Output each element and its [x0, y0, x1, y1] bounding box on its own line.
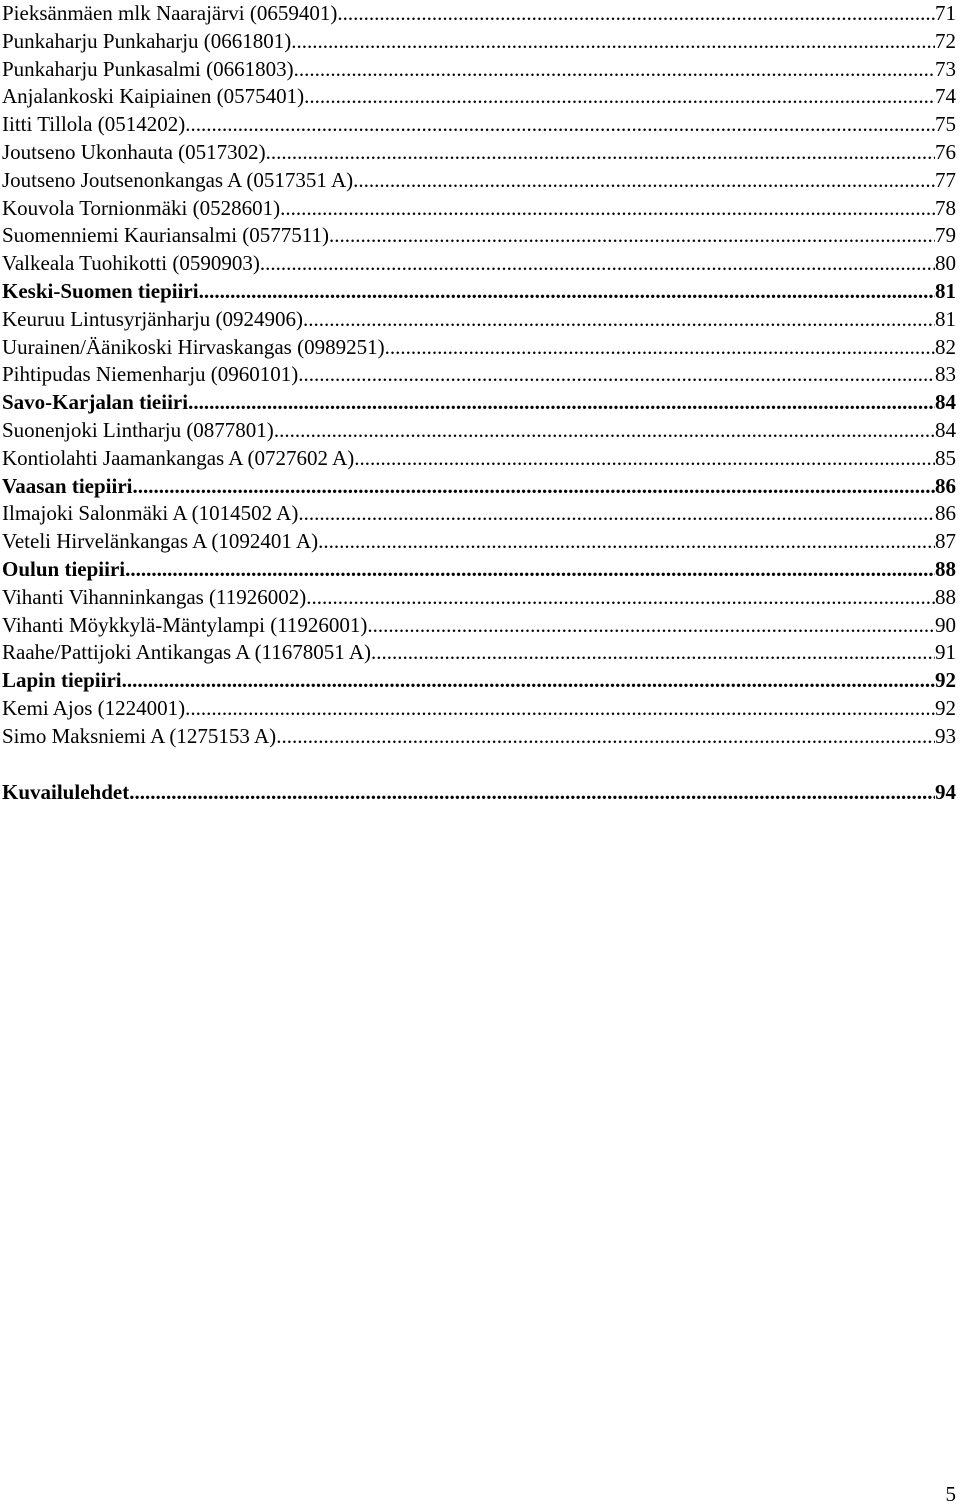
toc-entry-label: Joutseno Ukonhauta (0517302) [2, 139, 266, 164]
toc-entry [2, 306, 956, 334]
toc-entry-page: 76 [935, 139, 956, 164]
toc-entry-label: Keuruu Lintusyrjänharju (0924906) [2, 306, 303, 331]
toc-entry-label: Vihanti Möykkylä-Mäntylampi (11926001) [2, 612, 368, 637]
toc-entry-page: 75 [935, 112, 956, 137]
dot-leader [385, 334, 935, 362]
toc-entry-page: 83 [935, 362, 956, 387]
dot-leader [129, 779, 935, 807]
toc-entry-label: Kontiolahti Jaamankangas A (0727602 A) [2, 445, 355, 470]
dot-leader [199, 278, 935, 306]
toc-entry-label: Vaasan tiepiiri [2, 473, 133, 498]
dot-leader [125, 556, 935, 584]
dot-leader [260, 250, 935, 278]
toc-entry [2, 167, 956, 195]
toc-entry-page: 93 [935, 723, 956, 748]
toc-section-heading [2, 389, 956, 417]
toc-entry [2, 639, 956, 667]
toc-entry-label: Kouvola Tornionmäki (0528601) [2, 195, 281, 220]
toc-entry [2, 83, 956, 111]
toc-entry [2, 111, 956, 139]
toc-entry [2, 139, 956, 167]
toc-entry [2, 222, 956, 250]
toc-entry-page: 88 [935, 584, 956, 609]
toc-entry [2, 195, 956, 223]
toc-entry-page: 92 [935, 695, 956, 720]
toc-section-heading [2, 667, 956, 695]
toc-entry [2, 584, 956, 612]
toc-entry-label: Uurainen/Äänikoski Hirvaskangas (0989251) [2, 334, 385, 359]
toc-entry-page: 94 [935, 779, 956, 804]
toc-entry-page: 86 [935, 473, 956, 498]
dot-leader [266, 139, 935, 167]
toc-entry-label: Savo-Karjalan tieiiri [2, 390, 189, 415]
toc-entry-label: Suonenjoki Lintharju (0877801) [2, 417, 274, 442]
toc-entry [2, 445, 956, 473]
toc-entry [2, 250, 956, 278]
toc-entry-label: Simo Maksniemi A (1275153 A) [2, 723, 277, 748]
toc-entry-label: Punkaharju Punkaharju (0661801) [2, 28, 292, 53]
toc-section-heading [2, 556, 956, 584]
toc-entry [2, 500, 956, 528]
dot-leader [188, 389, 935, 417]
toc-entry-label: Kemi Ajos (1224001) [2, 695, 186, 720]
toc-section-heading [2, 278, 956, 306]
toc-entry-label: Valkeala Tuohikotti (0590903) [2, 251, 260, 276]
toc-entry [2, 723, 956, 751]
toc-entry-label: Anjalankoski Kaipiainen (0575401) [2, 84, 305, 109]
toc-entry-page: 74 [935, 84, 956, 109]
dot-leader [306, 584, 935, 612]
toc-entry [2, 0, 956, 28]
toc-entry-page: 78 [935, 195, 956, 220]
toc-entry-label: Oulun tiepiiri [2, 556, 126, 581]
toc-entry-label: Keski-Suomen tiepiiri [2, 278, 199, 303]
dot-leader [276, 723, 935, 751]
toc-entry-page: 91 [935, 640, 956, 665]
dot-leader [274, 417, 935, 445]
toc-entry-page: 88 [935, 556, 956, 581]
dot-leader [371, 639, 935, 667]
toc-entry-page: 81 [935, 306, 956, 331]
toc-entry-label: Pieksänmäen mlk Naarajärvi (0659401) [2, 1, 338, 25]
toc-entry-label: Joutseno Joutsenonkangas A (0517351 A) [2, 167, 354, 192]
toc-entry-page: 87 [935, 529, 956, 554]
toc-entry [2, 417, 956, 445]
toc-entry-page: 73 [935, 56, 956, 81]
toc-entry-label: Suomenniemi Kauriansalmi (0577511) [2, 223, 329, 248]
dot-leader [303, 306, 935, 334]
toc-entry-label: Pihtipudas Niemenharju (0960101) [2, 362, 299, 387]
dot-leader [133, 473, 936, 501]
dot-leader [318, 528, 935, 556]
toc-entry-page: 84 [935, 417, 956, 442]
toc-entry [2, 28, 956, 56]
toc-entry-label: Lapin tiepiiri [2, 668, 122, 693]
toc-entry [2, 56, 956, 84]
dot-leader [122, 667, 935, 695]
toc-entry-page: 80 [935, 251, 956, 276]
toc-entry [2, 695, 956, 723]
toc-entry-label: Vihanti Vihanninkangas (11926002) [2, 584, 307, 609]
dot-leader [291, 28, 935, 56]
dot-leader [298, 361, 935, 389]
toc-entry-page: 86 [935, 501, 956, 526]
toc-entry-label: Ilmajoki Salonmäki A (1014502 A) [2, 501, 299, 526]
toc-entry [2, 334, 956, 362]
toc-entry-page: 79 [935, 223, 956, 248]
toc-entry [2, 528, 956, 556]
table-of-contents [2, 0, 956, 806]
dot-leader [304, 83, 935, 111]
dot-leader [353, 167, 935, 195]
toc-entry-label: Punkaharju Punkasalmi (0661803) [2, 56, 294, 81]
dot-leader [367, 612, 935, 640]
toc-entry-label: Iitti Tillola (0514202) [2, 112, 186, 137]
toc-entry [2, 361, 956, 389]
page-number: 5 [945, 1482, 956, 1506]
toc-section-heading [2, 779, 956, 807]
dot-leader [329, 222, 935, 250]
toc-entry-page: 77 [935, 167, 956, 192]
toc-entry-page: 82 [935, 334, 956, 359]
toc-entry [2, 612, 956, 640]
dot-leader [294, 56, 935, 84]
toc-entry-label: Veteli Hirvelänkangas A (1092401 A) [2, 529, 319, 554]
toc-entry-page: 72 [935, 28, 956, 53]
dot-leader [354, 445, 935, 473]
toc-entry-page: 81 [935, 278, 956, 303]
toc-entry-page: 90 [935, 612, 956, 637]
dot-leader [298, 500, 935, 528]
dot-leader [185, 695, 935, 723]
dot-leader [280, 195, 935, 223]
toc-section-heading [2, 473, 956, 501]
dot-leader [337, 0, 935, 28]
toc-entry-page: 84 [935, 390, 956, 415]
toc-entry-label: Raahe/Pattijoki Antikangas A (11678051 A) [2, 640, 372, 665]
toc-entry-label: Kuvailulehdet [2, 779, 130, 804]
toc-entry-page: 85 [935, 445, 956, 470]
toc-entry-page: 71 [935, 1, 956, 25]
dot-leader [185, 111, 935, 139]
toc-entry-page: 92 [935, 668, 956, 693]
